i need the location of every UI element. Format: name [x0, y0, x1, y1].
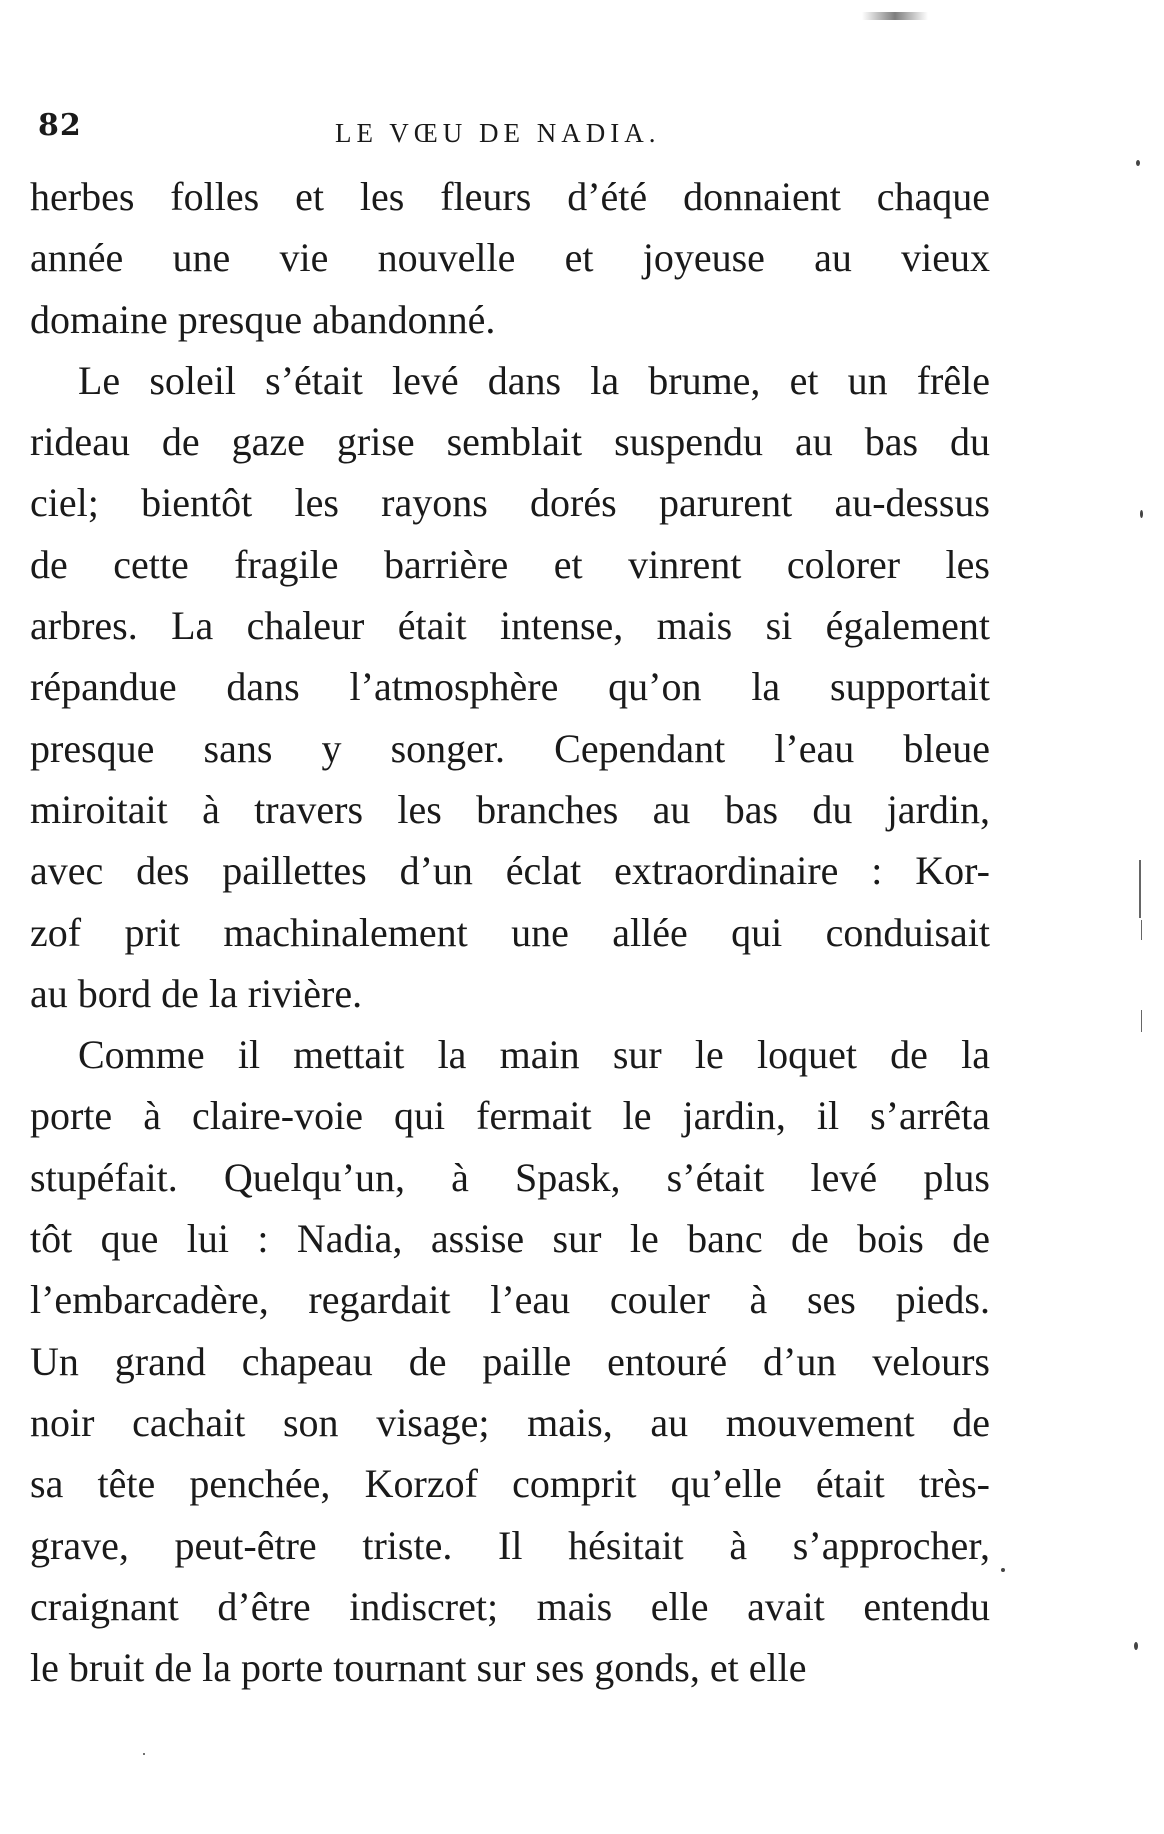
- scan-speck: [1140, 510, 1143, 518]
- running-title: LE VŒU DE NADIA.: [335, 118, 661, 148]
- text-line: l’embarcadère, regardait l’eau couler à ses pieds.: [30, 1277, 990, 1323]
- scan-smudge: [862, 12, 928, 20]
- text-line: ciel; bientôt les rayons dorés parurent au-dessus: [30, 480, 990, 526]
- body-text: [30, 166, 990, 1698]
- paragraph: [30, 1024, 990, 1698]
- text-line: porte à claire-voie qui fermait le jardin, il s’arrêta: [30, 1093, 990, 1139]
- text-line: rideau de gaze grise semblait suspendu au bas du: [30, 419, 990, 465]
- text-line: stupéfait. Quelqu’un, à Spask, s’était levé plus: [30, 1154, 990, 1200]
- scan-speck: [143, 1753, 145, 1755]
- paragraph: [30, 350, 990, 1024]
- text-line: presque sans y songer. Cependant l’eau bleue: [30, 725, 990, 771]
- scan-speck: [1136, 160, 1140, 166]
- scan-margin-mark: [1141, 1010, 1142, 1032]
- text-line: de cette fragile barrière et vinrent colorer les: [30, 541, 990, 587]
- scan-margin-mark: [1139, 860, 1141, 918]
- text-line: domaine presque abandonné.: [30, 296, 496, 342]
- text-line: miroitait à travers les branches au bas du jardin,: [30, 786, 990, 832]
- text-line: arbres. La chaleur était intense, mais si également: [30, 603, 990, 649]
- text-line: Comme il mettait la main sur le loquet de la: [78, 1032, 990, 1078]
- page-number: 82: [38, 108, 82, 143]
- text-line: grave, peut-être triste. Il hésitait à s’approcher,: [30, 1522, 990, 1568]
- text-line: Le soleil s’était levé dans la brume, et un frêle: [78, 357, 990, 403]
- text-line: avec des paillettes d’un éclat extraordinaire : Kor-: [30, 848, 990, 894]
- scan-speck: [1001, 1568, 1005, 1572]
- text-line: tôt que lui : Nadia, assise sur le banc de bois de: [30, 1216, 990, 1262]
- text-line: année une vie nouvelle et joyeuse au vieux: [30, 235, 990, 281]
- text-line: herbes folles et les fleurs d’été donnaient chaque: [30, 174, 990, 219]
- text-line: noir cachait son visage; mais, au mouvement de: [30, 1399, 990, 1445]
- text-line: sa tête penchée, Korzof comprit qu’elle était très-: [30, 1461, 990, 1507]
- text-line: zof prit machinalement une allée qui conduisait: [30, 909, 990, 955]
- paragraph: [30, 166, 990, 350]
- text-line: craignant d’être indiscret; mais elle avait entendu: [30, 1583, 990, 1629]
- text-line: Un grand chapeau de paille entouré d’un velours: [30, 1338, 990, 1384]
- scan-margin-mark: [1141, 920, 1142, 940]
- text-line: répandue dans l’atmosphère qu’on la supportait: [30, 664, 990, 710]
- scan-speck: [1134, 1642, 1138, 1650]
- text-line: au bord de la rivière.: [30, 970, 363, 1016]
- text-line: le bruit de la porte tournant sur ses gonds, et elle: [30, 1645, 807, 1691]
